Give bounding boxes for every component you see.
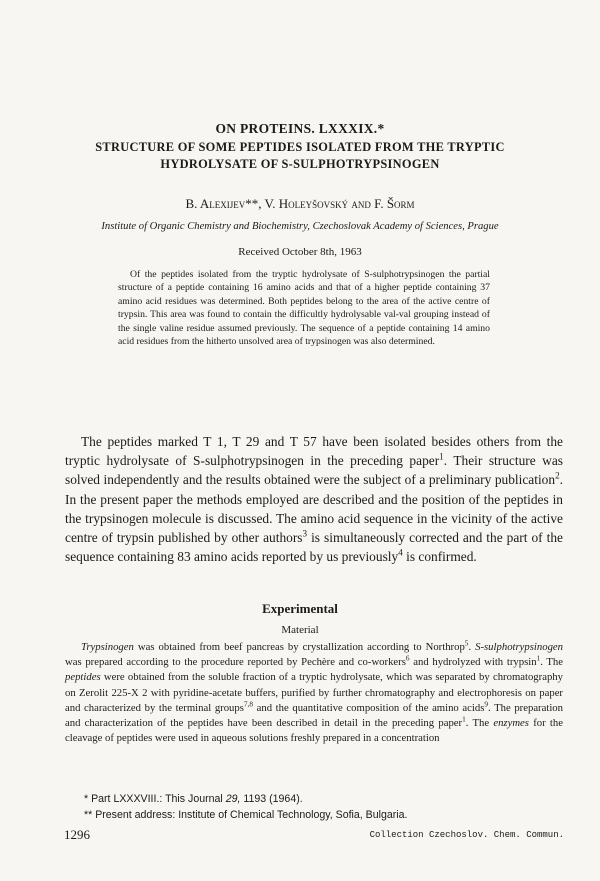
journal-name: Collection Czechoslov. Chem. Commun.	[369, 830, 564, 840]
authors: B. Alexijev**, V. Holeyšovský and F. Šorm	[185, 196, 415, 211]
citation-3: 3	[302, 528, 308, 539]
citation-1: 1	[439, 451, 444, 462]
material-paragraph: Trypsinogen was obtained from beef pancreas by crystallization according to Northrop$^5$. S-sulphotrypsinogen was prepared according to the procedure reported by Pechère and co-workers$^6$ and hydrolyzed with trypsin$^1$. The peptides were obtained from the soluble fraction of a tryptic hydrolysate, which was separated by chromatography on Zerolit 225-X 2 with pyridine-acetate buffers, purified by further chromatography and electrophoresis on paper and characterized by the terminal groups$^{7,8}$ and the quantitative composition of the amino acids$^9$. The preparation and characterization of the peptides have been described in detail in the preceding paper$^1$. The enzymes for the cleavage of peptides were used in aqueous solutions freshly prepared in a concentration	[65, 639, 563, 745]
received-date: Received October 8th, 1963	[238, 246, 362, 258]
paper-title-line-2a: STRUCTURE OF SOME PEPTIDES ISOLATED FROM THE TRYPTIC	[95, 140, 505, 154]
subsection-heading-material: Material	[281, 624, 319, 636]
abstract: Of the peptides isolated from the tryptic hydrolysate of S-sulphotrypsinogen the partial structure of a peptide containing 16 amino acids and that of a higher peptide containing 37 amino acid residues was determined. Both peptides belong to the area of the active centre of trypsin. This area was found to contain the difficultly hydrolysable val-val grouping instead of the single valine residue assumed previously. The sequence of a peptide containing 14 amino acid residues from the hitherto unsolved area of trypsinogen was also determined.	[118, 269, 490, 348]
footnotes	[84, 792, 554, 823]
paper-title-line-2b: HYDROLYSATE OF S-SULPHOTRYPSINOGEN	[160, 157, 440, 171]
citation-4: 4	[398, 547, 403, 558]
footnote-2: ** Present address: Institute of Chemical Technology, Sofia, Bulgaria.	[84, 808, 408, 821]
paper-title-line-1: ON PROTEINS. LXXXIX.*	[215, 121, 385, 136]
page-number: 1296	[64, 827, 90, 842]
section-heading-experimental: Experimental	[262, 601, 338, 616]
footnote-1: * Part LXXXVIII.: This Journal 29, 1193 (1964).	[84, 793, 303, 805]
citation-2: 2	[555, 470, 560, 481]
paper-title-line-2	[40, 139, 560, 173]
intro-paragraph: The peptides marked T 1, T 29 and T 57 have been isolated besides others from the tryptic hydrolysate of S-sulphotrypsinogen in the preceding paper$^1$. Their structure was solved independently and the results obtained were the subject of a preliminary publication$^2$. In the present paper the methods employed are described and the position of the peptides in the trypsinogen molecule is discussed. The amino acid sequence in the vicinity of the active centre of trypsin published by other authors$^3$ is simultaneously corrected and the part of the sequence containing 83 amino acids reported by us previously$^4$ is confirmed.	[65, 434, 563, 565]
affiliation: Institute of Organic Chemistry and Biochemistry, Czechoslovak Academy of Sciences, Prague	[101, 221, 499, 232]
